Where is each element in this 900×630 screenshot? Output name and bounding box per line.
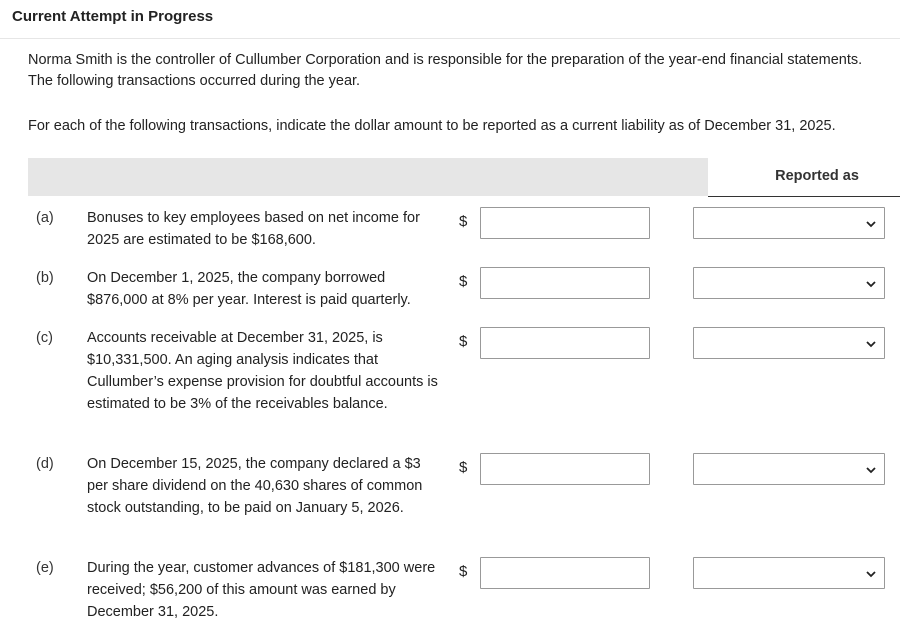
row-letter: (e) [36, 560, 54, 576]
attempt-title: Current Attempt in Progress [12, 8, 214, 25]
chevron-down-icon [864, 277, 878, 291]
problem-instruction: For each of the following transactions, indicate the dollar amount to be reported as a current liability as of December 31, 2025. [28, 118, 836, 134]
reported-as-select-e[interactable] [693, 557, 885, 589]
transaction-description: Accounts receivable at December 31, 2025, is $10,331,500. An aging analysis indicates that Cullumber’s expense provision for doubtful accounts is estimated to be 3% of the receivables balance. [87, 330, 438, 412]
table-header-band [28, 158, 898, 196]
transaction-description: Bonuses to key employees based on net income for 2025 are estimated to be $168,600. [87, 210, 420, 248]
row-letter: (a) [36, 210, 54, 226]
dollar-sign: $ [459, 273, 468, 290]
problem-intro: Norma Smith is the controller of Cullumber Corporation and is responsible for the preparation of the year-end financial statements. The following transactions occurred during the year. [28, 52, 863, 89]
reported-as-header-label: Reported as [775, 168, 859, 184]
reported-as-select-d[interactable] [693, 453, 885, 485]
amount-input-a[interactable] [480, 207, 650, 239]
dollar-sign: $ [459, 213, 468, 230]
transaction-description: On December 1, 2025, the company borrowed $876,000 at 8% per year. Interest is paid quarterly. [87, 270, 411, 308]
amount-input-c[interactable] [480, 327, 650, 359]
chevron-down-icon [864, 337, 878, 351]
dollar-sign: $ [459, 333, 468, 350]
amount-input-d[interactable] [480, 453, 650, 485]
dollar-sign: $ [459, 563, 468, 580]
transaction-description: On December 15, 2025, the company declared a $3 per share dividend on the 40,630 shares of common stock outstanding, to be paid on January 5, 2026. [87, 456, 423, 516]
dollar-sign: $ [459, 459, 468, 476]
reported-as-column-header [708, 158, 900, 197]
row-letter: (b) [36, 270, 54, 286]
row-letter: (d) [36, 456, 54, 472]
chevron-down-icon [864, 463, 878, 477]
reported-as-select-b[interactable] [693, 267, 885, 299]
amount-input-b[interactable] [480, 267, 650, 299]
transaction-description: During the year, customer advances of $181,300 were received; $56,200 of this amount was earned by December 31, 2025. [87, 560, 436, 620]
amount-input-e[interactable] [480, 557, 650, 589]
chevron-down-icon [864, 217, 878, 231]
chevron-down-icon [864, 567, 878, 581]
reported-as-select-c[interactable] [693, 327, 885, 359]
row-letter: (c) [36, 330, 53, 346]
header-divider [0, 38, 900, 39]
reported-as-select-a[interactable] [693, 207, 885, 239]
